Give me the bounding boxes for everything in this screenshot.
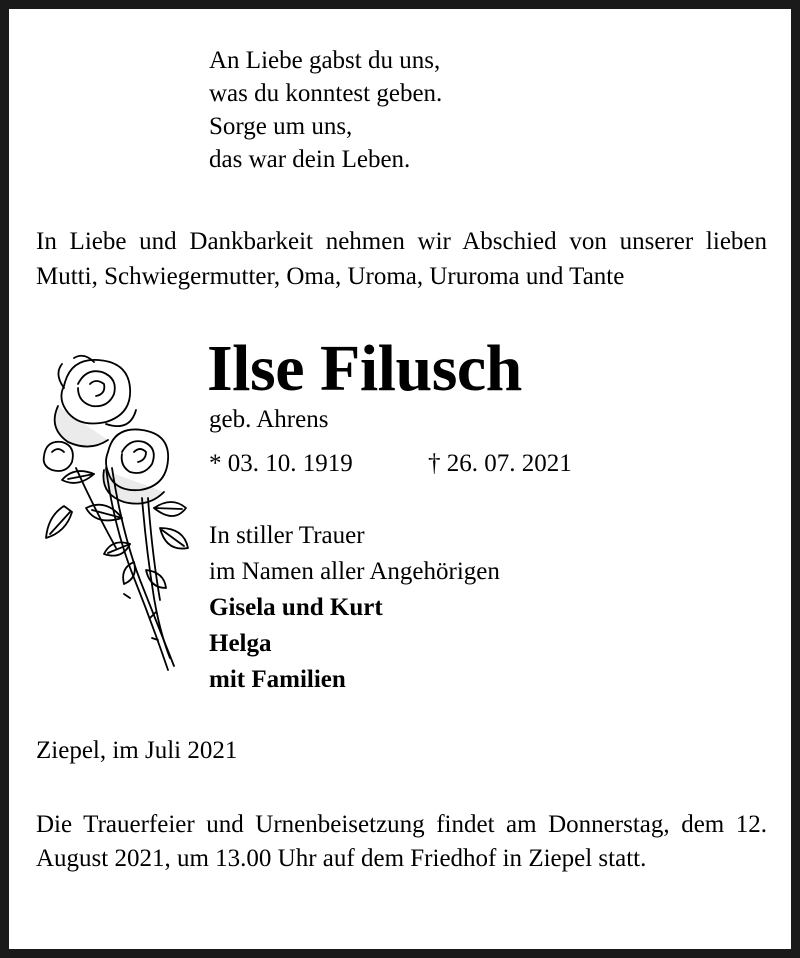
- intro-text: [36, 224, 767, 294]
- mourners-line: In stiller Trauer: [209, 522, 365, 549]
- intro-line: In Liebe und Dankbarkeit nehmen wir Abschied von unserer: [36, 228, 694, 255]
- birth-date: * 03. 10. 1919: [209, 450, 353, 477]
- mourners-block: [209, 518, 500, 698]
- mourners-line: im Namen aller Angehörigen: [209, 558, 500, 585]
- roses-icon: [34, 348, 192, 678]
- mourner-name: mit Familien: [209, 666, 346, 693]
- place-date: Ziepel, im Juli 2021: [36, 737, 238, 764]
- poem-line: was du konntest geben.: [209, 80, 443, 107]
- poem-line: das war dein Leben.: [209, 146, 411, 173]
- intro-line: lieben Mutti, Schwiegermutter, Oma, Uroma, Ururoma und: [36, 228, 768, 290]
- poem: [209, 44, 442, 176]
- death-date: † 26. 07. 2021: [428, 450, 572, 477]
- notice-line: Ziepel statt.: [528, 845, 647, 872]
- funeral-notice: [36, 808, 767, 876]
- mourner-name: Helga: [209, 630, 272, 657]
- birth-name: geb. Ahrens: [209, 406, 329, 433]
- notice-line: Die Trauerfeier und Urnenbeisetzung findet am Donnerstag,: [36, 811, 670, 838]
- notice-line: dem 12. August 2021, um 13.00 Uhr auf dem Friedhof in: [36, 811, 768, 872]
- intro-line: Tante: [569, 263, 625, 290]
- poem-line: Sorge um uns,: [209, 113, 353, 140]
- deceased-name: Ilse Filusch: [207, 332, 522, 405]
- mourner-name: Gisela und Kurt: [209, 594, 383, 621]
- poem-line: An Liebe gabst du uns,: [209, 47, 441, 74]
